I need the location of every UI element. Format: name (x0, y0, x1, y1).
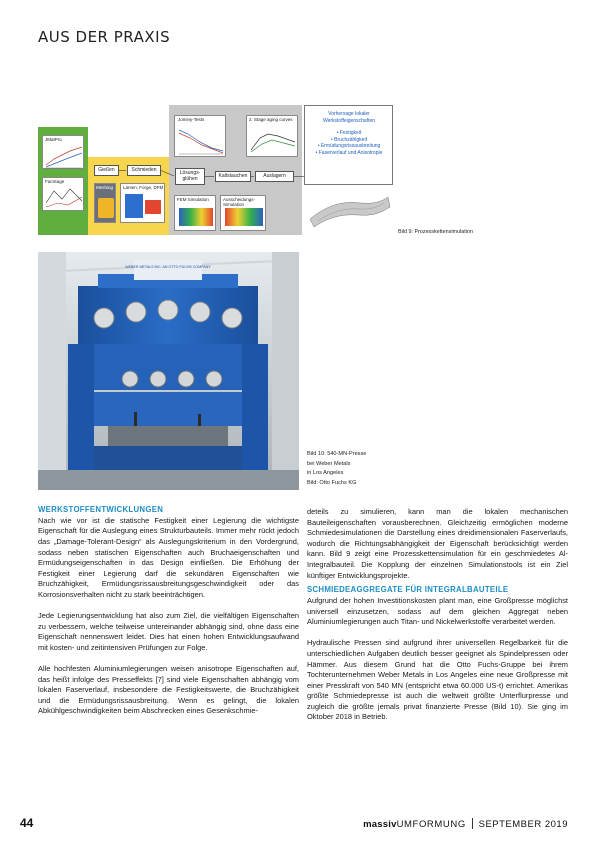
process-chain-figure (38, 105, 393, 235)
component-image (304, 189, 393, 233)
magazine-name-part1: massiv (363, 819, 397, 830)
issue-date: SEPTEMBER 2019 (478, 819, 568, 830)
forging-tools-label: Larsen, Forge, DFM (123, 185, 164, 190)
paragraph: Jede Legierungsentwicklung hat also zum Ziel, die vielfältigen Eigenschaften zu verbessern, welche teilweise untereinander abhängig sind, ohne dass eine Eigenschaft nennenswert leidet. Dies hat einen hohen Entwicklungsaufwand mit kosten- und zeitintensiven Prüfungen zur Folge. (38, 611, 299, 652)
step-forging-label: Schmieden (131, 166, 157, 173)
prediction-title: Vorhersage lokaler Werkstoffeigenschaften (322, 111, 376, 124)
heading-material-development: WERKSTOFFENTWICKLUNGEN (38, 505, 164, 514)
forged-part-icon (304, 189, 393, 233)
paragraph: deteils zu simulieren, kann man die lokalen mechanischen Bauteileigenschaften vorausberechnen. Gleichzeitig ermöglichen moderne Schmiedesimulationen die Darstellung eines dreidimensionalen Faserverlaufs, wodurch die Richtungsabhängigkeit der Eigenschaft berücksichtigt werden kann. Bild 9 zeigt eine Prozesskettensimulation für ein geschmiedetes Al-Integralbauteil. Die Kopplung der einzelnen Simulationstools ist ein Ziel künftiger Entwicklungsprojekte. (307, 507, 568, 580)
prediction-content (308, 111, 390, 181)
forging-press-image (38, 252, 299, 490)
fem-sim-label: FEM Simulation (177, 197, 209, 202)
prediction-item: • Festigkeit (336, 130, 362, 137)
figure10-caption-line: Bild: Otto Fuchs KG (307, 479, 357, 486)
paragraph: Nach wie vor ist die statische Festigkeit einer Legierung die wichtigste Eigenschaft für die Auslegung eines Strukturbauteils. Immer mehr rückt jedoch das „Damage-Tolerant-Design“ als Auslegungskriterium in den Vordergrund, sodass neben statischen Eigenschaften auch Bruchaeigenschaften und Ermüdungseigenschaften in das Design einfließen. Die Erhöhung der Festigkeit einer Legierung darf die sekundären Eigenschaften wie Bruchzähigkeit, Ermüdungsrissausbreitungsgeschwindigkeit oder das Korrosionsverhalten nicht zu stark beeinträchtigen. (38, 515, 299, 599)
paragraph: Hydraulische Pressen sind aufgrund ihrer universellen Regelbarkeit für die unterschiedlichen Aufgaben deutlich besser geeignet als Spindelpressen oder Hämmer. Aus diesem Grund hat die Otto Fuchs-Gruppe bei ihrem Tochterunternehmen Weber Metals in Los Angeles eine neue Großpresse mit einer Presskraft von 540 MN (entspricht etwa 60.000 US-t) errichtet. Amerikas größte Schmiedepresse ist auch die weltweit größte Unterflurpresse und zugleich die größte jemals privat finanzierte Presse (Bild 10). Sie ging im Oktober 2018 in Betrieb. (307, 638, 568, 722)
paragraph: Aufgrund der hohen Investitionskosten plant man, eine Großpresse möglichst universell einzusetzen, sodass auf dem gleichen Aggregat neben Aluminiumlegierungen auch Titan- und Nickelwerkstoffe verarbeitet werden. (307, 595, 568, 627)
step-aging-label: Auslagern (263, 172, 286, 179)
prediction-item: • Ermüdungsrissausbreitung (317, 143, 381, 150)
figure10-caption-line: in Los Angeles (307, 470, 344, 477)
page-number: 44 (20, 816, 34, 830)
prediction-item: • Bruchzähigkeit (331, 136, 367, 143)
footer-magazine (363, 818, 568, 830)
step-casting-label: Gießen (98, 166, 115, 173)
prediction-item: • Faserverlauf und Anisotropie (315, 149, 383, 156)
meshing-label: Meshing (96, 185, 114, 190)
jmatpro-label: JMatPro (45, 137, 62, 142)
aging-label: 2. Stage aging curves (249, 117, 293, 122)
magazine-name-part2: UMFORMUNG (396, 819, 466, 830)
step-solution-annealing-label: Lösungs- glühen (179, 170, 201, 182)
article-column-left (38, 505, 299, 728)
section-title: AUS DER PRAXIS (38, 28, 171, 46)
factsage-label: FactSage (45, 179, 65, 184)
step-cold-compression-label: Kaltstauchen (218, 172, 248, 179)
press-photo (38, 252, 299, 490)
heading-forging-units: SCHMIEDEAGGREGATE FÜR INTEGRALBAUTEILE (307, 585, 509, 595)
footer-divider (472, 818, 473, 829)
figure10-caption-line: bei Weber Metals (307, 460, 351, 467)
paragraph: Alle hochfesten Aluminiumlegierungen weisen anisotrope Eigenschaften auf, das heißt infolge des Presseffekts [7] sind viele Eigenschaften abhängig vom lokalen Faserverlauf, insbesondere die Festigkeitswerte, die Bruchzähigkeit und die Ermüdungsrissausbreitung. Wenn es gelingt, die lokalen Abkühlgeschwindigkeiten beim Abschrecken eines Gesenkschmie- (38, 664, 299, 716)
figure10-caption-line: Bild 10: 540-MN-Presse (307, 451, 367, 457)
figure9-caption: Bild 9: Prozesskettensimulation (398, 229, 473, 235)
jominy-label: Jominy-Tests (178, 117, 205, 122)
phase-sim-label: Ausscheidungs-Simulation (223, 197, 256, 207)
figure10-caption (307, 450, 366, 488)
press-logo-text: WEBER METALS INC. AN OTTO FUCHS COMPANY (125, 265, 211, 269)
article-column-right (307, 507, 568, 734)
